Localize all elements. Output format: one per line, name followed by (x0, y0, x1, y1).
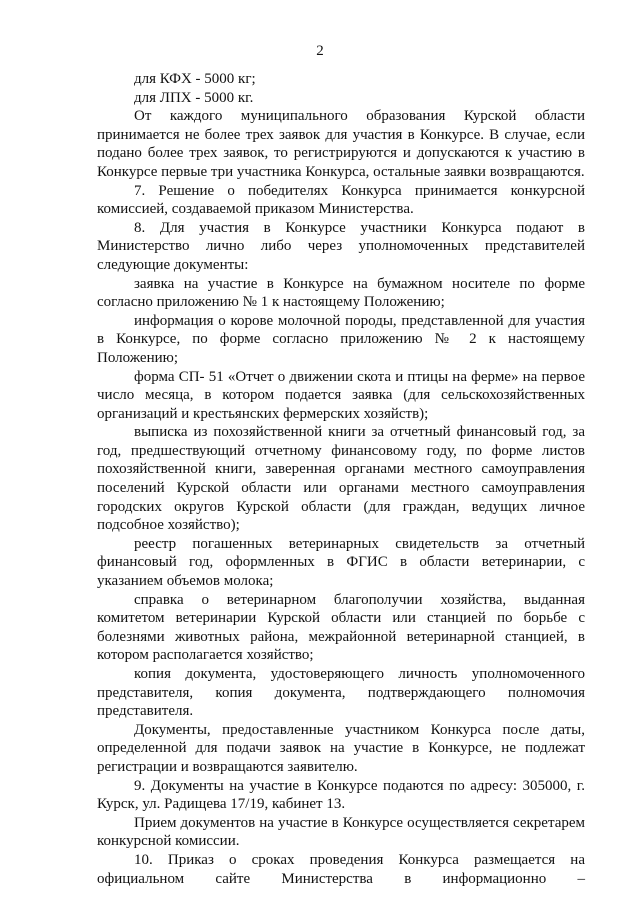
paragraph-vet-certificates-registry: реестр погашенных ветеринарных свидетельств за отчетный финансовый год, оформленных в ФГИС в области ветеринарии, с указанием объемов молока; (97, 535, 585, 590)
document-body (97, 70, 585, 888)
paragraph-kfh-limit: для КФХ - 5000 кг; (134, 71, 256, 87)
paragraph-item-9-address: 9. Документы на участие в Конкурсе подаются по адресу: 305000, г. Курск, ул. Радищева 17/19, кабинет 13. (97, 777, 585, 813)
paragraph-late-documents: Документы, предоставленные участником Конкурса после даты, определенной для подачи заявок на участие в Конкурсе, не подлежат регистрации и возвращаются заявителю. (97, 721, 585, 775)
page-number: 2 (316, 43, 324, 59)
paragraph-form-sp51: форма СП- 51 «Отчет о движении скота и птицы на ферме» на первое число месяца, в котором подается заявка (для сельскохозяйственных организаций и крестьянских фермерских хозяйств); (97, 368, 585, 422)
paragraph-item-7: 7. Решение о победителях Конкурса принимается конкурсной комиссией, создаваемой приказом Министерства. (97, 182, 585, 218)
paragraph-item-8: 8. Для участия в Конкурсе участники Конкурса подают в Министерство лично либо через уполномоченных представителей следующие документы: (97, 219, 585, 273)
paragraph-household-book-extract: выписка из похозяйственной книги за отчетный финансовый год, за год, предшествующий отчетному финансовому году, по форме листов похозяйственной книги, заверенная органами местного самоуправления поселений Курской области или органами местного самоуправления городских округов Курской области (для граждан, ведущих личное подсобное хозяйство); (97, 424, 585, 534)
paragraph-vet-wellbeing-certificate: справка о ветеринарном благополучии хозяйства, выданная комитетом ветеринарии Курской области или станцией по борьбе с болезнями животных района, межрайонной ветеринарной станцией, в котором располагается хозяйство; (97, 591, 585, 664)
paragraph-cow-info: информация о корове молочной породы, представленной для участия в Конкурсе, по форме согласно приложению № 2 к настоящему Положению; (97, 312, 585, 366)
paragraph-applications-limit: От каждого муниципального образования Курской области принимается не более трех заявок для участия в Конкурсе. В случае, если подано более трех заявок, то регистрируются и допускаются к участию в Конкурсе первые три участника Конкурса, остальные заявки возвращаются. (97, 108, 585, 180)
paragraph-application-form: заявка на участие в Конкурсе на бумажном носителе по форме согласно приложению № 1 к настоящему Положению; (97, 275, 585, 311)
paragraph-lph-limit: для ЛПХ - 5000 кг. (134, 89, 254, 106)
paragraph-document-reception: Прием документов на участие в Конкурсе осуществляется секретарем конкурсной комиссии. (97, 814, 585, 850)
paragraph-item-10: 10. Приказ о сроках проведения Конкурса размещается на официальном сайте Министерства в информационно – (97, 851, 585, 887)
paragraph-representative-documents: копия документа, удостоверяющего личность уполномоченного представителя, копия документа, подтверждающего полномочия представителя. (97, 666, 585, 720)
